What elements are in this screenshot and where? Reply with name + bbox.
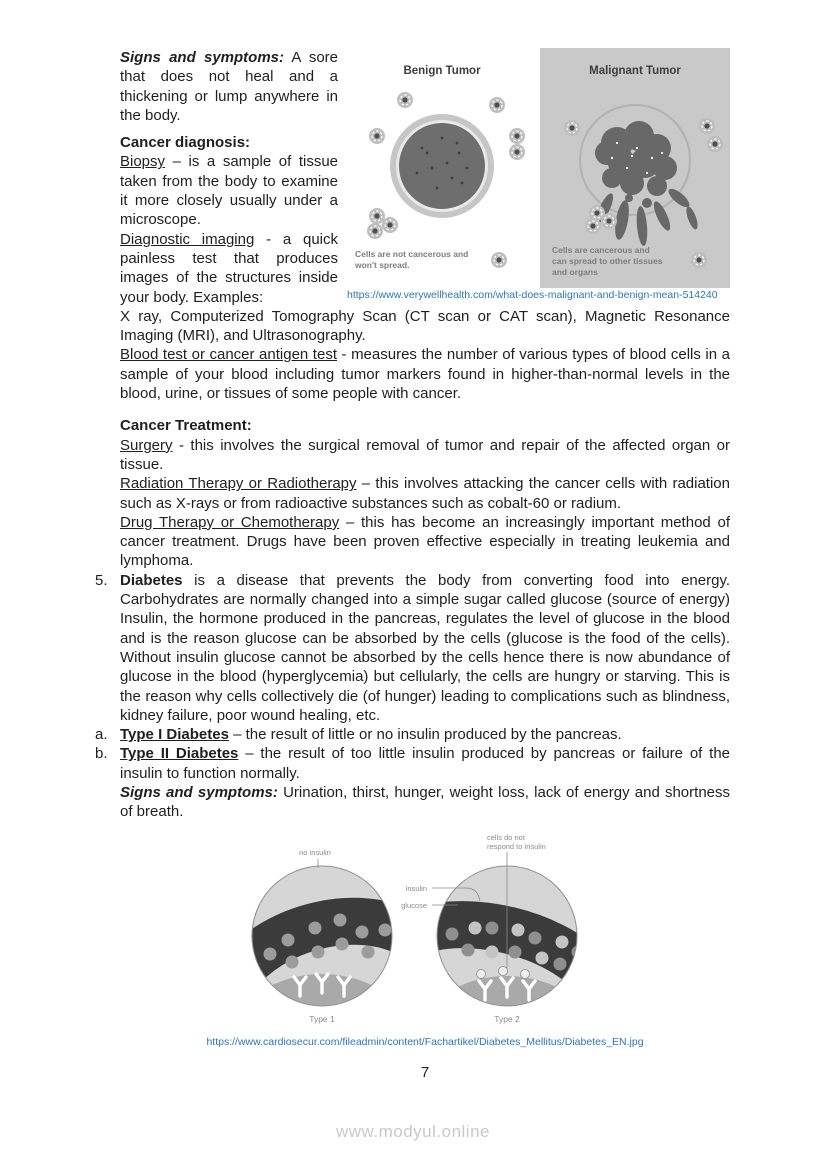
type2-diabetes-item: b. Type II Diabetes – the result of too little insulin produced by pancreas or failure of the insulin to function normally. [95,745,731,782]
type2-caption: Type 2 [494,1013,520,1024]
benign-title: Benign Tumor [403,65,481,77]
type1-item-marker: a. [95,726,108,744]
radiation-term: Radiation Therapy or Radiotherapy [120,475,357,493]
surgery-paragraph: Surgery - this involves the surgical removal of tumor and repair of the affected organ or tissue. [120,436,731,473]
type2-diabetes-term: Type II Diabetes [120,745,239,763]
chemotherapy-term: Drug Therapy or Chemotherapy [120,513,340,531]
glucose-label: glucose [401,900,427,910]
type1-cell-diagram [234,866,410,1030]
benign-tumor-icon [390,114,494,218]
diabetes-list-number: 5. [95,571,108,589]
diabetes-list-item: 5. Diabetes is a disease that prevents the body from converting food into energy. Carbohydrates are normally changed into a simple sugar called glucose (source of energy) Insulin, the hormone produced in the pancreas, regulates the level of glucose in the blood and is the reason glucose can be absorbed by the cells (glucose is the food of the cells). Without insulin glucose cannot be absorbed by the cells hence there is now abundance of glucose in the blood (hyperglycemia) but cellularly, the cells are hungry or starving. This is the reason why cells collectively die (of hunger) leading to complications such as blindness, kidney failure, poor wound healing, etc. [95,571,731,724]
tumor-comparison-illustration [347,48,730,288]
cells-no-respond-label-line1: cells do not [487,832,525,842]
signs-symptoms-lead: Signs and symptoms: [120,49,284,66]
surgery-term: Surgery [120,436,173,454]
tumor-figure-block [347,48,730,307]
diabetes-term: Diabetes [120,571,183,589]
no-insulin-label: no insulin [299,847,331,857]
blood-test-paragraph: Blood test or cancer antigen test - measures the number of various types of blood cells in a sample of your blood including tumor markers found in higher-than-normal levels in the blood, urine, or tissues of some people with cancer. [120,346,730,403]
page-content [95,48,731,1082]
benign-caption-line2: won't spread. [355,260,410,270]
imaging-examples-paragraph: X ray, Computerized Tomography Scan (CT scan or CAT scan), Magnetic Resonance Imaging (MRI), and Ultrasonography. [120,307,730,345]
benign-caption-line1: Cells are not cancerous and [355,249,469,259]
left-text-column [120,48,338,307]
biopsy-term: Biopsy [120,153,166,171]
cancer-diagnosis-heading: Cancer diagnosis: [120,134,251,152]
diabetes-signs-paragraph: Signs and symptoms: Urination, thirst, hunger, weight loss, lack of energy and shortness of breath. [120,783,731,821]
diabetes-figure-block [230,830,620,1030]
watermark: www.modyul.online [335,1122,490,1141]
malignant-title: Malignant Tumor [589,65,681,77]
type2-item-marker: b. [95,745,108,763]
top-section [120,48,730,307]
page-number: 7 [420,1063,430,1081]
blood-test-term: Blood test or cancer antigen test [120,346,337,364]
type1-caption: Type 1 [309,1013,335,1024]
diagnostic-imaging-term: Diagnostic imaging [120,230,255,248]
insulin-label: insulin [405,883,427,893]
diabetes-figure-source [120,1036,730,1049]
malignant-caption-line3: and organs [552,267,598,277]
signs-symptoms-paragraph: Signs and symptoms: A sore that does not heal and a thickening or lump anywhere in the body. [120,49,338,124]
malignant-caption-line2: can spread to other tissues [552,256,663,266]
cells-no-respond-label-line2: respond to insulin [487,841,546,851]
chemotherapy-paragraph: Drug Therapy or Chemotherapy – this has become an increasingly important method of cancer treatment. Drugs have been proven effective especially in treating leukemia and lymphoma. [120,513,730,570]
tumor-figure-source [347,289,730,302]
cardiosecur-link[interactable]: https://www.cardiosecur.com/fileadmin/content/Fachartikel/Diabetes_Mellitus/Diabetes_EN.jpg [206,1035,644,1048]
diagnostic-imaging-paragraph: Diagnostic imaging - a quick painless test that produces images of the structures inside your body. Examples: [120,230,338,306]
diabetes-types-illustration [230,830,620,1030]
type1-diabetes-item: a. Type I Diabetes – the result of little or no insulin produced by the pancreas. [95,726,622,744]
radiation-paragraph: Radiation Therapy or Radiotherapy – this involves attacking the cancer cells with radiation such as X-rays or from radioactive substances such as cobalt-60 or radium. [120,475,730,512]
type1-diabetes-term: Type I Diabetes [120,726,229,744]
verywellhealth-link[interactable]: https://www.verywellhealth.com/what-does-malignant-and-benign-mean-514240 [347,289,718,301]
malignant-caption-line1: Cells are cancerous and [552,245,650,255]
diabetes-signs-lead: Signs and symptoms: [120,783,278,801]
cancer-treatment-heading: Cancer Treatment: [120,417,252,435]
biopsy-paragraph: Biopsy – is a sample of tissue taken from the body to examine it more closely usually under a microscope. [120,153,339,229]
